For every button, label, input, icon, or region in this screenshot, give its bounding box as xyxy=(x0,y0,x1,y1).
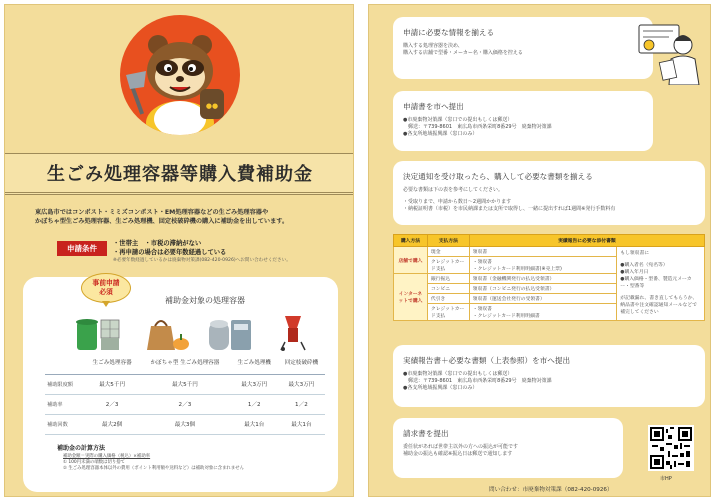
card-body xyxy=(403,371,703,392)
branch-shredder-icon xyxy=(269,312,319,352)
card-line: 購入する店舗で型番・メーカー名・購入価格を控える xyxy=(403,50,523,56)
table-cell: 1／2 xyxy=(278,394,325,414)
person-illustration-icon xyxy=(637,15,701,85)
table-cell: 最大3個 xyxy=(139,414,230,434)
table-cell: 2／3 xyxy=(139,394,230,414)
badge-line: 事前申請 xyxy=(92,279,120,287)
step-card-purchase xyxy=(393,161,705,225)
table-row xyxy=(45,374,325,394)
card-title: 請求書を提出 xyxy=(403,429,449,438)
mascot-illustration xyxy=(120,15,240,135)
table-corner xyxy=(45,354,85,374)
card-line: 郵送：〒739-8601 東広島市西条栄町8番29号 廃棄物対策課 xyxy=(403,378,552,384)
table-cell: 最大1台 xyxy=(231,414,278,434)
document-cell: 領収書（運送会社発行の受領書） xyxy=(469,294,616,304)
table-cell: 最大3万円 xyxy=(231,374,278,394)
note-line: が記載漏れ、書き直してもらうか、納品書や注文確認通知メールなどで補完してください xyxy=(620,296,698,315)
card-line: ●市廃棄物対策課（窓口での提出もしくは郵送） xyxy=(403,117,513,123)
column-header: 支払方法 xyxy=(427,235,469,247)
document-cell: 領収書（金融機関発行の払込受領書） xyxy=(469,274,616,284)
pre-application-badge xyxy=(81,273,131,303)
purchase-method-cell: インターネットで購入 xyxy=(394,274,428,321)
calc-lines xyxy=(63,454,244,472)
conditions-list xyxy=(113,240,226,257)
table-cell: 最大1台 xyxy=(278,414,325,434)
payment-cell: 銀行振込 xyxy=(427,274,469,284)
condition-item: ・再申請の場合は必要年数経過している xyxy=(113,248,227,256)
column-header: 回定枝破砕機 xyxy=(278,354,325,374)
calc-line: ② 生ごみ処理容器本体以外の費用（ポイント利用額や送料など）は補助対象に含まれません xyxy=(63,466,244,471)
note-line: ●購入年月日 xyxy=(620,270,649,275)
document-cell: 領収書 xyxy=(469,247,616,257)
row-label: 補助率 xyxy=(45,394,85,414)
note-line: ●購入価格・型番、製造元メーカー・型番等 xyxy=(620,277,692,289)
table-row xyxy=(45,414,325,434)
card-line: ●各支所地域振興課（窓口のみ） xyxy=(403,131,478,137)
table-row xyxy=(394,247,705,257)
qr-code-icon[interactable] xyxy=(648,425,694,471)
card-line: 購入する処理容器を決め、 xyxy=(403,43,463,49)
pumpkin-container-icon xyxy=(141,312,191,352)
table-cell: 最大3万円 xyxy=(278,374,325,394)
payment-cell: コンビニ xyxy=(427,284,469,294)
calc-line: 補助金額＝実際の購入価格（税込）×補助率 xyxy=(63,454,151,459)
card-title: 実績報告書＋必要な書類（上表参照）を市へ提出 xyxy=(403,356,571,365)
svg-text:●●: ●● xyxy=(205,102,219,110)
payment-cell: クレジットカード支払 xyxy=(427,257,469,274)
step-card-invoice xyxy=(393,418,623,478)
payment-cell: 現金 xyxy=(427,247,469,257)
column-header: かぼちゃ型 生ごみ処理容器 xyxy=(139,354,230,374)
note-cell xyxy=(617,247,705,321)
calc-title: 補助金の計算方法 xyxy=(57,445,106,452)
card-line: ●市廃棄物対策課（窓口での提出もしくは郵送） xyxy=(403,371,513,377)
purchase-method-cell: 店舗で購入 xyxy=(394,247,428,274)
column-header: 購入方法 xyxy=(394,235,428,247)
table-cell: 1／2 xyxy=(231,394,278,414)
table-cell: 2／3 xyxy=(85,394,139,414)
card-title: 決定通知を受け取ったら、購入して必要な書類を揃える xyxy=(403,172,593,181)
title-band xyxy=(5,153,354,195)
table-header-row xyxy=(394,235,705,247)
card-body xyxy=(403,117,703,138)
required-documents-table xyxy=(393,234,705,321)
contact-footer: 問い合わせ：市廃棄物対策課（082-420-0926） xyxy=(489,487,613,493)
note-line: ●購入者名（宛名等） xyxy=(620,263,668,268)
intro-line: かぼちゃ型生ごみ処理容器、生ごみ処理機、回定枝破砕機の購入に補助金を出しています。 xyxy=(35,218,289,225)
left-page xyxy=(4,4,354,497)
person-with-document-illustration xyxy=(637,15,701,85)
payment-cell: クレジットカード支払 xyxy=(427,304,469,321)
card-body xyxy=(403,444,618,458)
table-heading: 補助金対象の処理容器 xyxy=(165,296,245,305)
calc-line: ① 100円未満の端数は切り捨て xyxy=(63,460,126,465)
table-cell: 最大5千円 xyxy=(139,374,230,394)
badge-tail xyxy=(102,301,110,307)
card-line: ●各支所地域振興課（窓口のみ） xyxy=(403,385,478,391)
card-line: 必要な書類は下の表を参考にしてください。 xyxy=(403,187,504,193)
intro-text xyxy=(35,208,335,226)
card-line: ・納税証明書（市税）を市民納課または支所で取得し、一緒に提出すれば1週間※発行手数料有 xyxy=(403,206,616,212)
step-card-apply xyxy=(393,91,653,151)
note-line: もし領収書に xyxy=(620,251,650,256)
conditions-note: ※必要年数経過しているかは廃棄物対策課(082-420-0926)へお問い合わせください。 xyxy=(113,258,291,263)
column-header: 実績報告に必要な添付書類 xyxy=(469,235,704,247)
step-card-requirements xyxy=(393,17,653,79)
table-cell: 最大2個 xyxy=(85,414,139,434)
row-label: 補助限度額 xyxy=(45,374,85,394)
card-line: 補助金の振込も確認※振込日は郵送で通知します xyxy=(403,451,513,457)
card-body xyxy=(403,187,703,213)
badge-line: 必須 xyxy=(99,288,113,296)
document-cell: ・領収書 ・クレジットカード利用明細書(※売上票) xyxy=(469,257,616,274)
table-cell: 最大5千円 xyxy=(85,374,139,394)
step-card-report xyxy=(393,345,705,407)
conditions-label: 申請条件 xyxy=(57,241,107,256)
card-line: ・受取りまで、申請から数日～2週間かかります xyxy=(403,199,512,205)
compost-container-icon xyxy=(73,312,123,352)
product-icons xyxy=(73,312,333,354)
row-label: 補助回数 xyxy=(45,414,85,434)
card-line: 委任状があれば世帯主以外の方への振込が可能です xyxy=(403,444,519,450)
qr-label: 市HP xyxy=(660,476,672,482)
garbage-processor-icon xyxy=(205,312,255,352)
column-header: 生ごみ処理容器 xyxy=(85,354,139,374)
right-page xyxy=(368,4,711,497)
card-title: 申請書を市へ提出 xyxy=(403,102,464,111)
column-header: 生ごみ処理機 xyxy=(231,354,278,374)
card-line: 郵送：〒739-8601 東広島市西条栄町8番29号 廃棄物対策課 xyxy=(403,124,552,130)
payment-cell: 代引き xyxy=(427,294,469,304)
condition-item: ・世帯主 ・市税の滞納がない xyxy=(113,240,202,247)
document-cell: 領収書（コンビニ発行の払込受領書） xyxy=(469,284,616,294)
subsidy-table xyxy=(45,354,325,435)
page-title: 生ごみ処理容器等購入費補助金 xyxy=(47,164,313,185)
card-title: 申請に必要な情報を揃える xyxy=(403,28,495,37)
raccoon-mascot-icon xyxy=(120,15,240,135)
table-header-row xyxy=(45,354,325,374)
table-row xyxy=(45,394,325,414)
intro-line: 東広島市ではコンポスト・ミミズコンポスト・EM処理容器などの生ごみ処理容器や xyxy=(35,209,269,216)
document-cell: ・領収書 ・クレジットカード利用明細書 xyxy=(469,304,616,321)
